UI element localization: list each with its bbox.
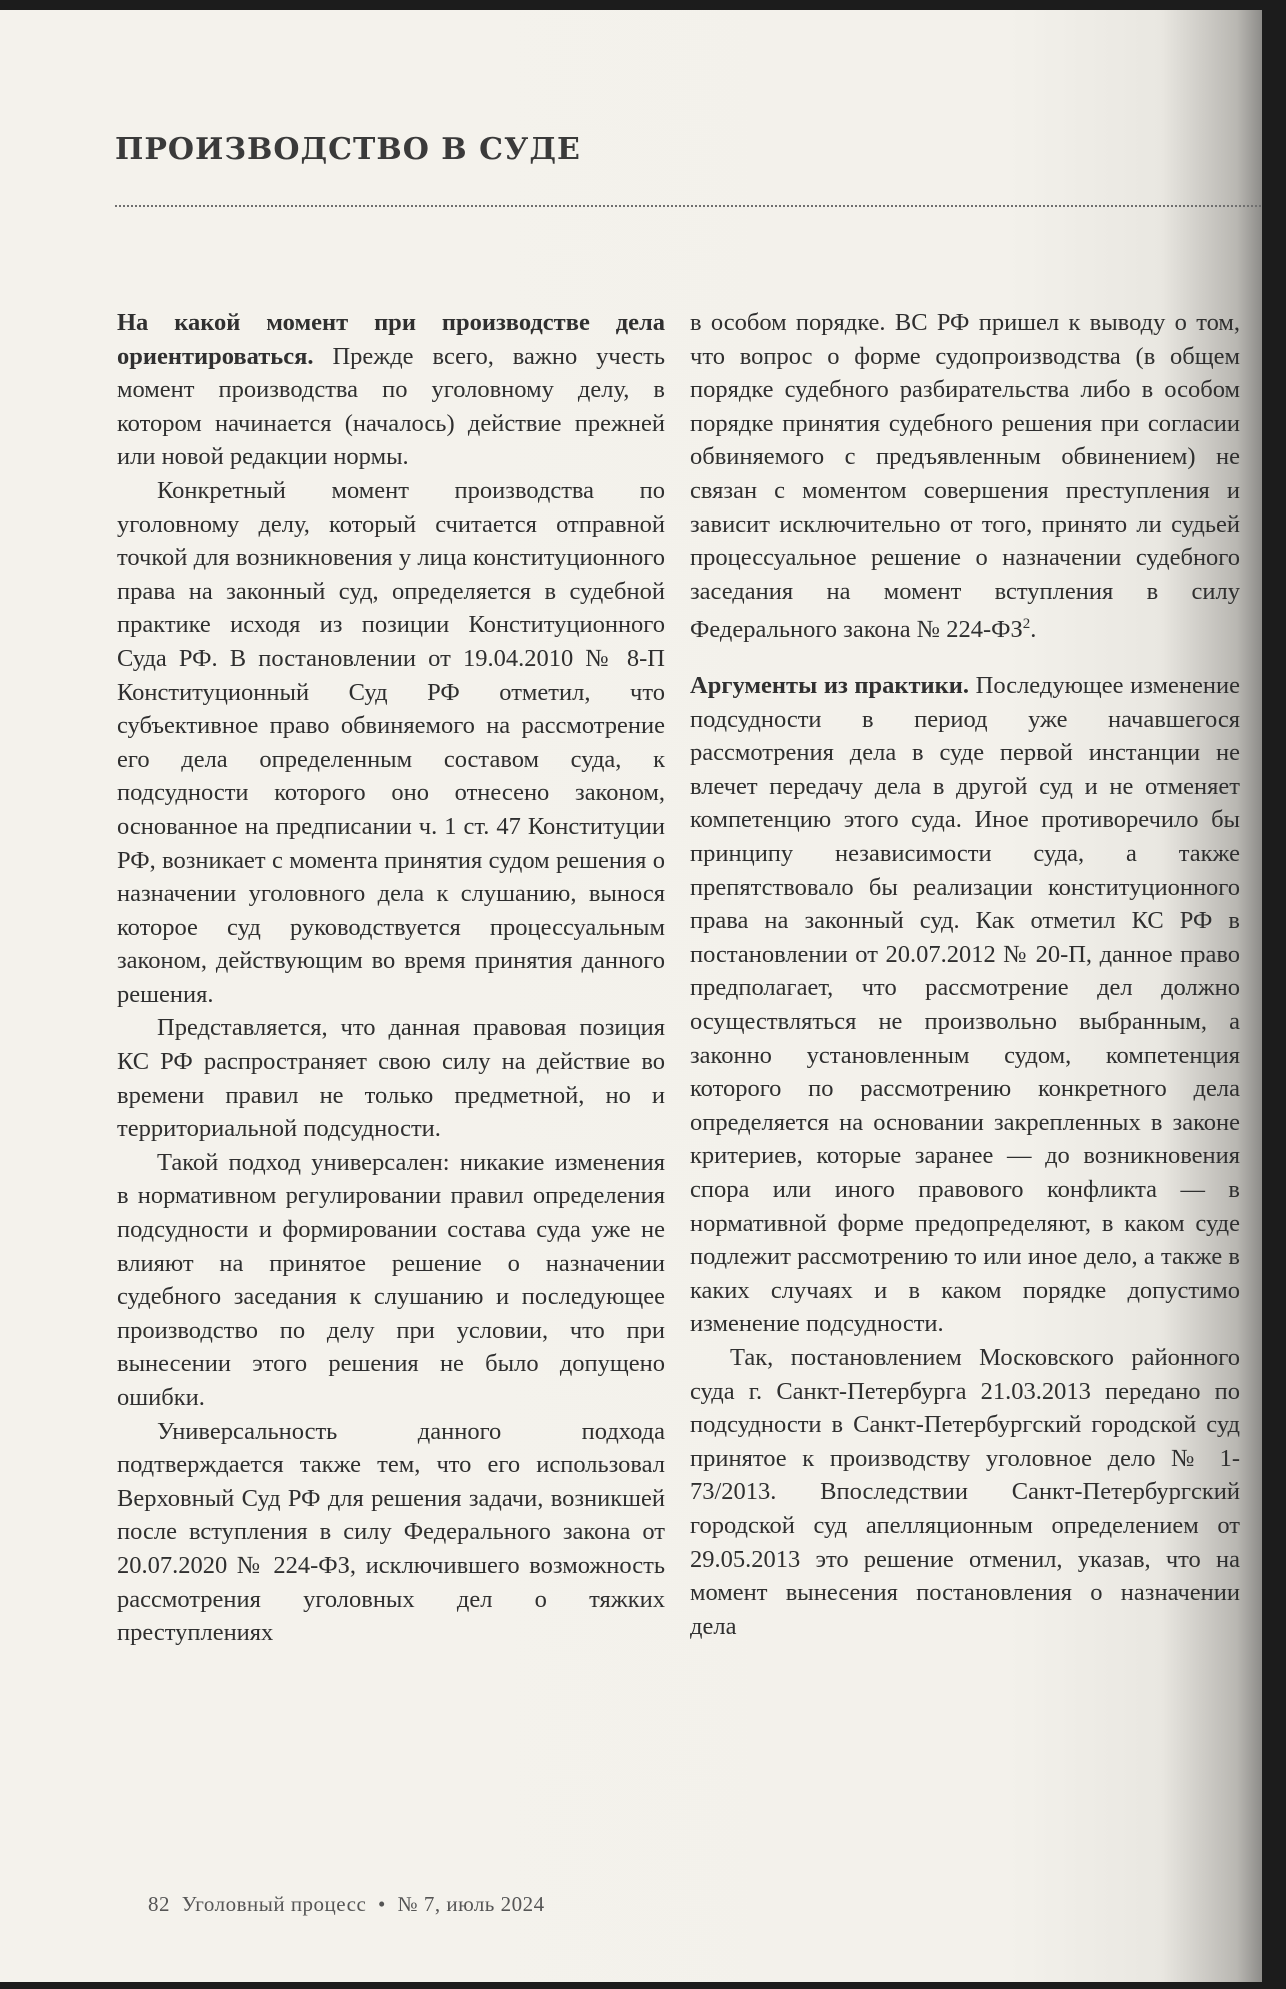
- dotted-divider: [115, 205, 1262, 207]
- footer-bullet: •: [378, 1892, 386, 1916]
- paragraph-text: в особом порядке. ВС РФ пришел к выводу о том, что вопрос о форме судопроизводства (в общем порядке судебного разбирательства либо в особом порядке принятия судебного решения при согласии обвиняемого с предъявленным обвинением) не связан с моментом совершения преступления и зависит исключительно от того, принято ли судьей процессуальное решение о назначении судебного заседания на момент вступления в силу Федерального закона № 224-ФЗ: [690, 309, 1240, 644]
- paragraph: Универсальность данного подхода подтверждается также тем, что его использовал Верховный Суд РФ для решения задачи, возникшей после вступления в силу Федерального закона от 20.07.2020 № 224-ФЗ, исключившего возможность рассмотрения уголовных дел о тяжких преступлениях: [117, 1417, 665, 1647]
- paragraph-text: Прежде всего, важно учесть момент производства по уголовному делу, в котором начинается (началось) действие прежней или новой редакции нормы.: [117, 342, 665, 471]
- paragraph: [117, 306, 665, 474]
- document-page: [0, 10, 1262, 1982]
- section-title: ПРОИЗВОДСТВО В СУДЕ: [115, 132, 581, 167]
- paragraph-end: .: [1030, 616, 1037, 644]
- paragraph: [690, 669, 1240, 1341]
- issue-info: № 7, июль 2024: [397, 1892, 545, 1916]
- paragraph: Представляется, что данная правовая позиция КС РФ распространяет свою силу на действие во времени правил не только предметной, но и территориальной подсудности.: [117, 1014, 665, 1143]
- paragraph-lead: Аргументы из практики.: [690, 672, 970, 700]
- paragraph: Такой подход универсален: никакие изменения в нормативном регулировании правил определения подсудности и формировании состава суда уже не влияют на принятое решение о назначении судебного заседания к слушанию и последующее производство по делу при условии, что при вынесении этого решения не было допущено ошибки.: [117, 1148, 665, 1411]
- paragraph-text: Последующее изменение подсудности в период уже начавшегося рассмотрения дела в суде первой инстанции не влечет передачу дела в другой суд и не отменяет компетенцию этого суда. Иное противоречило бы принципу независимости суда, а также препятствовало бы реализации конституционного права на законный суд. Как отметил КС РФ в постановлении от 20.07.2012 № 20-П, данное право предполагает, что рассмотрение дел должно осуществляться не произвольно выбранным, а законно установленным судом, компетенция которого по рассмотрению конкретного дела определяется на основании закрепленных в законе критериев, которые заранее — до возникновения спора или иного правового конфликта — в нормативной форме предопределяют, в каком суде подлежит рассмотрению то или иное дело, а также в каких случаях и в каком порядке допустимо изменение подсудности.: [690, 672, 1240, 1338]
- right-column: [690, 306, 1240, 1643]
- left-column: [117, 306, 665, 1650]
- journal-name: Уголовный процесс: [181, 1892, 367, 1916]
- paragraph: Конкретный момент производства по уголовному делу, который считается отправной точкой для возникновения у лица конституционного права на законный суд, определяется в судебной практике исходя из позиции Конституционного Суда РФ. В постановлении от 19.04.2010 № 8-П Конституционный Суд РФ отметил, что субъективное право обвиняемого на рассмотрение его дела определенным составом суда, к подсудности которого оно отнесено законом, основанное на предписании ч. 1 ст. 47 Конституции РФ, возникает с момента принятия судом решения о назначении уголовного дела к слушанию, вынося которое суд руководствуется процессуальным законом, действующим во время принятия данного решения.: [117, 476, 665, 1008]
- page-footer: [148, 1892, 551, 1917]
- footnote-marker: 2: [1022, 616, 1031, 633]
- page-number: 82: [148, 1892, 170, 1916]
- paragraph-lead: На какой момент при производстве дела ориентироваться.: [117, 309, 665, 370]
- paragraph: Так, постановлением Московского районного суда г. Санкт-Петербурга 21.03.2013 передано по подсудности в Санкт-Петербургский городской суд принятое к производству уголовное дело № 1-73/2013. Впоследствии Санкт-Петербургский городской суд апелляционным определением от 29.05.2013 это решение отменил, указав, что на момент вынесения постановления о назначении дела: [690, 1343, 1240, 1640]
- paragraph: [690, 306, 1240, 647]
